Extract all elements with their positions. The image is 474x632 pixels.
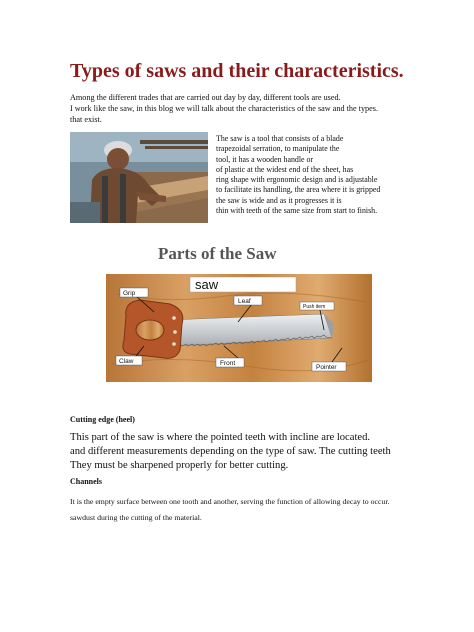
saw-parts-diagram <box>106 274 372 382</box>
label-claw: Claw <box>119 358 134 365</box>
description-line: to facilitate its handling, the area where it is gripped <box>216 185 381 195</box>
description-line: The saw is a tool that consists of a blade <box>216 134 344 143</box>
intro-line: I work like the saw, in this blog we will talk about the characteristics of the saw and the types. <box>70 104 379 113</box>
handle-rivet <box>173 330 177 334</box>
channels-line: It is the empty surface between one tooth and another, serving the function of allowing decay to occur. <box>70 497 390 506</box>
label-pointer: Pointer <box>316 364 337 371</box>
cutting-edge-line: They must be sharpened properly for better cutting. <box>70 460 289 471</box>
label-grip: Grip <box>123 290 136 297</box>
description-line: tool, it has a wooden handle or <box>216 154 314 164</box>
cutting-edge-line: This part of the saw is where the pointed teeth with incline are located. <box>70 432 371 443</box>
label-push-item: Push item <box>303 304 326 310</box>
description-line: thin with teeth of the same size from start to finish. <box>216 206 378 216</box>
parts-heading: Parts of the Saw <box>158 244 277 263</box>
handle-grip-hole <box>136 320 164 340</box>
intro-paragraph <box>70 92 410 125</box>
channels-line: sawdust during the cutting of the material. <box>70 513 202 522</box>
cutting-edge-body <box>70 431 430 473</box>
label-front: Front <box>220 360 236 367</box>
carpenter-photo-image <box>70 132 208 223</box>
description-line: trapezoidal serration, to manipulate the <box>216 144 340 154</box>
channels-body <box>70 494 440 526</box>
diagram-heading: saw <box>195 277 219 292</box>
saw-description <box>216 134 416 216</box>
intro-line: that exist. <box>70 115 102 124</box>
description-line: of plastic at the widest end of the sheet, has <box>216 164 354 174</box>
cutting-edge-heading: Cutting edge (heel) <box>70 415 135 424</box>
channels-heading: Channels <box>70 477 103 486</box>
handle-rivet <box>172 316 176 320</box>
saw-diagram-svg <box>106 274 372 382</box>
carpenter-photo <box>70 132 208 223</box>
page-title: Types of saws and their characteristics. <box>70 60 404 82</box>
cutting-edge-line: and different measurements depending on the type of saw. The cutting teeth <box>70 446 391 457</box>
intro-line: Among the different trades that are carried out day by day, different tools are used. <box>70 93 341 102</box>
label-leaf: Leaf <box>238 298 251 305</box>
description-line: ring shape with ergonomic design and is adjustable <box>216 175 378 185</box>
description-line: the saw is wide and as it progresses it is <box>216 195 342 205</box>
handle-rivet <box>172 342 176 346</box>
